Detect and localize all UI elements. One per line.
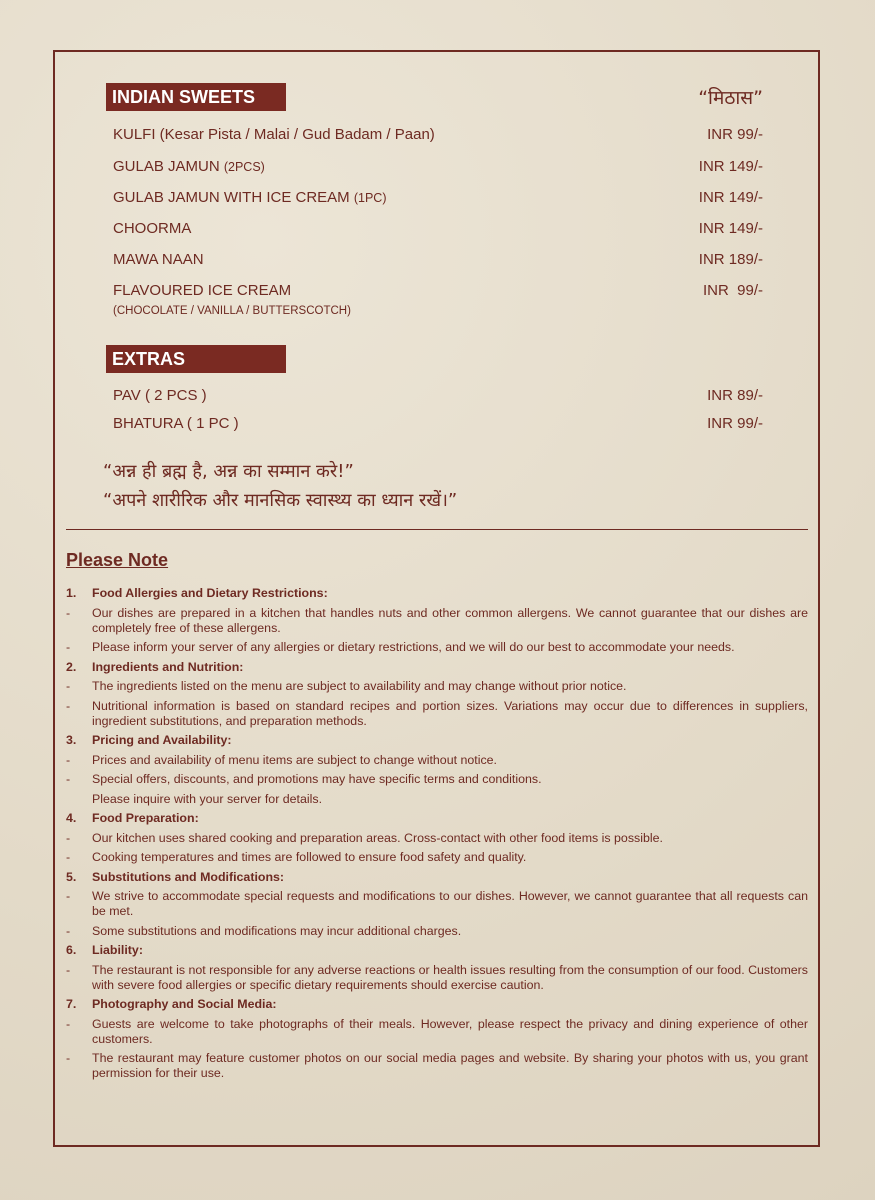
note-marker: -	[66, 889, 71, 903]
note-item	[66, 1017, 808, 1047]
menu-item-pav: PAV ( 2 PCS )	[113, 387, 207, 404]
note-marker: -	[66, 698, 71, 713]
note-item	[66, 753, 808, 768]
note-item	[66, 772, 808, 787]
note-text: Pricing and Availability:	[92, 733, 232, 747]
note-marker: -	[66, 830, 71, 845]
divider	[66, 529, 808, 530]
note-item	[66, 924, 808, 939]
note-marker: -	[66, 752, 71, 767]
note-text: Please inform your server of any allergies or dietary restrictions, and we will do our best to accommodate your needs.	[92, 640, 735, 654]
note-text: Liability:	[92, 943, 143, 957]
note-item	[66, 679, 808, 694]
note-text: Guests are welcome to take photographs of their meals. However, please respect the privacy and dining experience of other customers.	[92, 1016, 808, 1046]
note-text: Substitutions and Modifications:	[92, 869, 285, 884]
note-heading	[66, 943, 808, 958]
note-heading	[66, 870, 808, 885]
note-marker: -	[66, 923, 71, 938]
note-item	[66, 1051, 808, 1081]
note-marker: 1.	[66, 586, 77, 600]
note-text: Some substitutions and modifications may incur additional charges.	[92, 923, 462, 938]
note-item	[66, 831, 808, 846]
notes-list	[66, 586, 808, 1086]
note-item	[66, 606, 808, 636]
menu-item-price: INR 149/-	[698, 220, 763, 237]
section-header-indian-sweets: INDIAN SWEETS	[106, 83, 286, 111]
ice-cream-flavours: (CHOCOLATE / VANILLA / BUTTERSCOTCH)	[113, 305, 351, 317]
note-marker: -	[66, 1016, 71, 1031]
hindi-quote-1: “अन्न ही ब्रह्म है, अन्न का सम्मान करे!”	[103, 461, 354, 482]
note-item	[66, 850, 808, 865]
note-text: We strive to accommodate special requests and modifications to our dishes. However, we cannot guarantee that all requests can be met.	[92, 889, 808, 918]
note-item	[66, 963, 808, 993]
menu-item-price: INR 99/-	[702, 282, 763, 299]
note-marker: 6.	[66, 943, 77, 957]
menu-item-price: INR 149/-	[698, 189, 763, 206]
note-marker: -	[66, 772, 71, 786]
note-text: The restaurant is not responsible for any adverse reactions or health issues resulting from the consumption of our food. Customers with severe food allergies or specific dietary requirements should exercise caution.	[92, 962, 808, 992]
note-marker: -	[66, 679, 71, 693]
menu-item-flavoured-ice-cream: FLAVOURED ICE CREAM	[113, 282, 292, 299]
hindi-quote-2: “अपने शारीरिक और मानसिक स्वास्थ्य का ध्यान रखें।”	[103, 490, 458, 511]
note-text: Prices and availability of menu items are subject to change without notice.	[92, 752, 497, 767]
note-text: Special offers, discounts, and promotions may have specific terms and conditions.	[92, 772, 542, 786]
note-text: Photography and Social Media:	[92, 997, 277, 1011]
note-item	[66, 792, 808, 807]
menu-item-price: INR 89/-	[707, 387, 763, 404]
menu-item-choorma: CHOORMA	[113, 220, 192, 237]
note-marker: -	[66, 640, 71, 654]
hindi-section-title: “मिठास”	[698, 87, 763, 109]
note-marker: 2.	[66, 659, 77, 674]
note-marker	[66, 792, 92, 807]
note-heading	[66, 586, 808, 601]
note-marker: -	[66, 850, 71, 864]
note-text: Please inquire with your server for details.	[92, 791, 323, 806]
note-marker: -	[66, 605, 71, 620]
note-marker: -	[66, 1051, 71, 1065]
menu-item-gulab-jamun: GULAB JAMUN (2PCS)	[113, 158, 265, 175]
note-text: Ingredients and Nutrition:	[92, 659, 244, 674]
note-marker: 5.	[66, 869, 77, 884]
note-item	[66, 640, 808, 655]
note-text: Food Allergies and Dietary Restrictions:	[92, 586, 328, 600]
note-heading	[66, 733, 808, 748]
menu-item-mawa-naan: MAWA NAAN	[113, 251, 204, 268]
note-text: The ingredients listed on the menu are subject to availability and may change without prior notice.	[92, 679, 627, 693]
note-text: The restaurant may feature customer photos on our social media pages and website. By sharing your photos with us, you grant permission for their use.	[92, 1051, 808, 1080]
note-item	[66, 699, 808, 729]
note-heading	[66, 811, 808, 826]
notes-title: Please Note	[66, 550, 169, 570]
note-heading	[66, 660, 808, 675]
menu-item-bhatura: BHATURA ( 1 PC )	[113, 415, 239, 432]
note-marker: 7.	[66, 997, 77, 1011]
note-item	[66, 889, 808, 919]
menu-item-price: INR 99/-	[707, 415, 763, 432]
menu-item-price: INR 149/-	[698, 158, 763, 175]
menu-item-price: INR 99/-	[707, 126, 763, 143]
note-text: Food Preparation:	[92, 811, 199, 825]
note-text: Our dishes are prepared in a kitchen that handles nuts and other common allergens. We cannot guarantee that our dishes are completely free of these allergens.	[92, 605, 808, 635]
section-header-extras: EXTRAS	[106, 345, 286, 373]
note-text: Our kitchen uses shared cooking and preparation areas. Cross-contact with other food items is possible.	[92, 830, 663, 845]
menu-item-price: INR 189/-	[698, 251, 763, 268]
note-heading	[66, 997, 808, 1012]
note-marker: -	[66, 962, 71, 977]
note-text: Nutritional information is based on standard recipes and portion sizes. Variations may occur due to differences in suppliers, ingredient substitutions, and preparation methods.	[92, 698, 808, 728]
note-text: Cooking temperatures and times are followed to ensure food safety and quality.	[92, 850, 527, 864]
menu-item-kulfi: KULFI (Kesar Pista / Malai / Gud Badam / Paan)	[113, 126, 435, 143]
note-marker: 4.	[66, 811, 77, 825]
note-marker: 3.	[66, 733, 77, 747]
menu-item-gulab-jamun-ice-cream: GULAB JAMUN WITH ICE CREAM (1PC)	[113, 189, 387, 206]
